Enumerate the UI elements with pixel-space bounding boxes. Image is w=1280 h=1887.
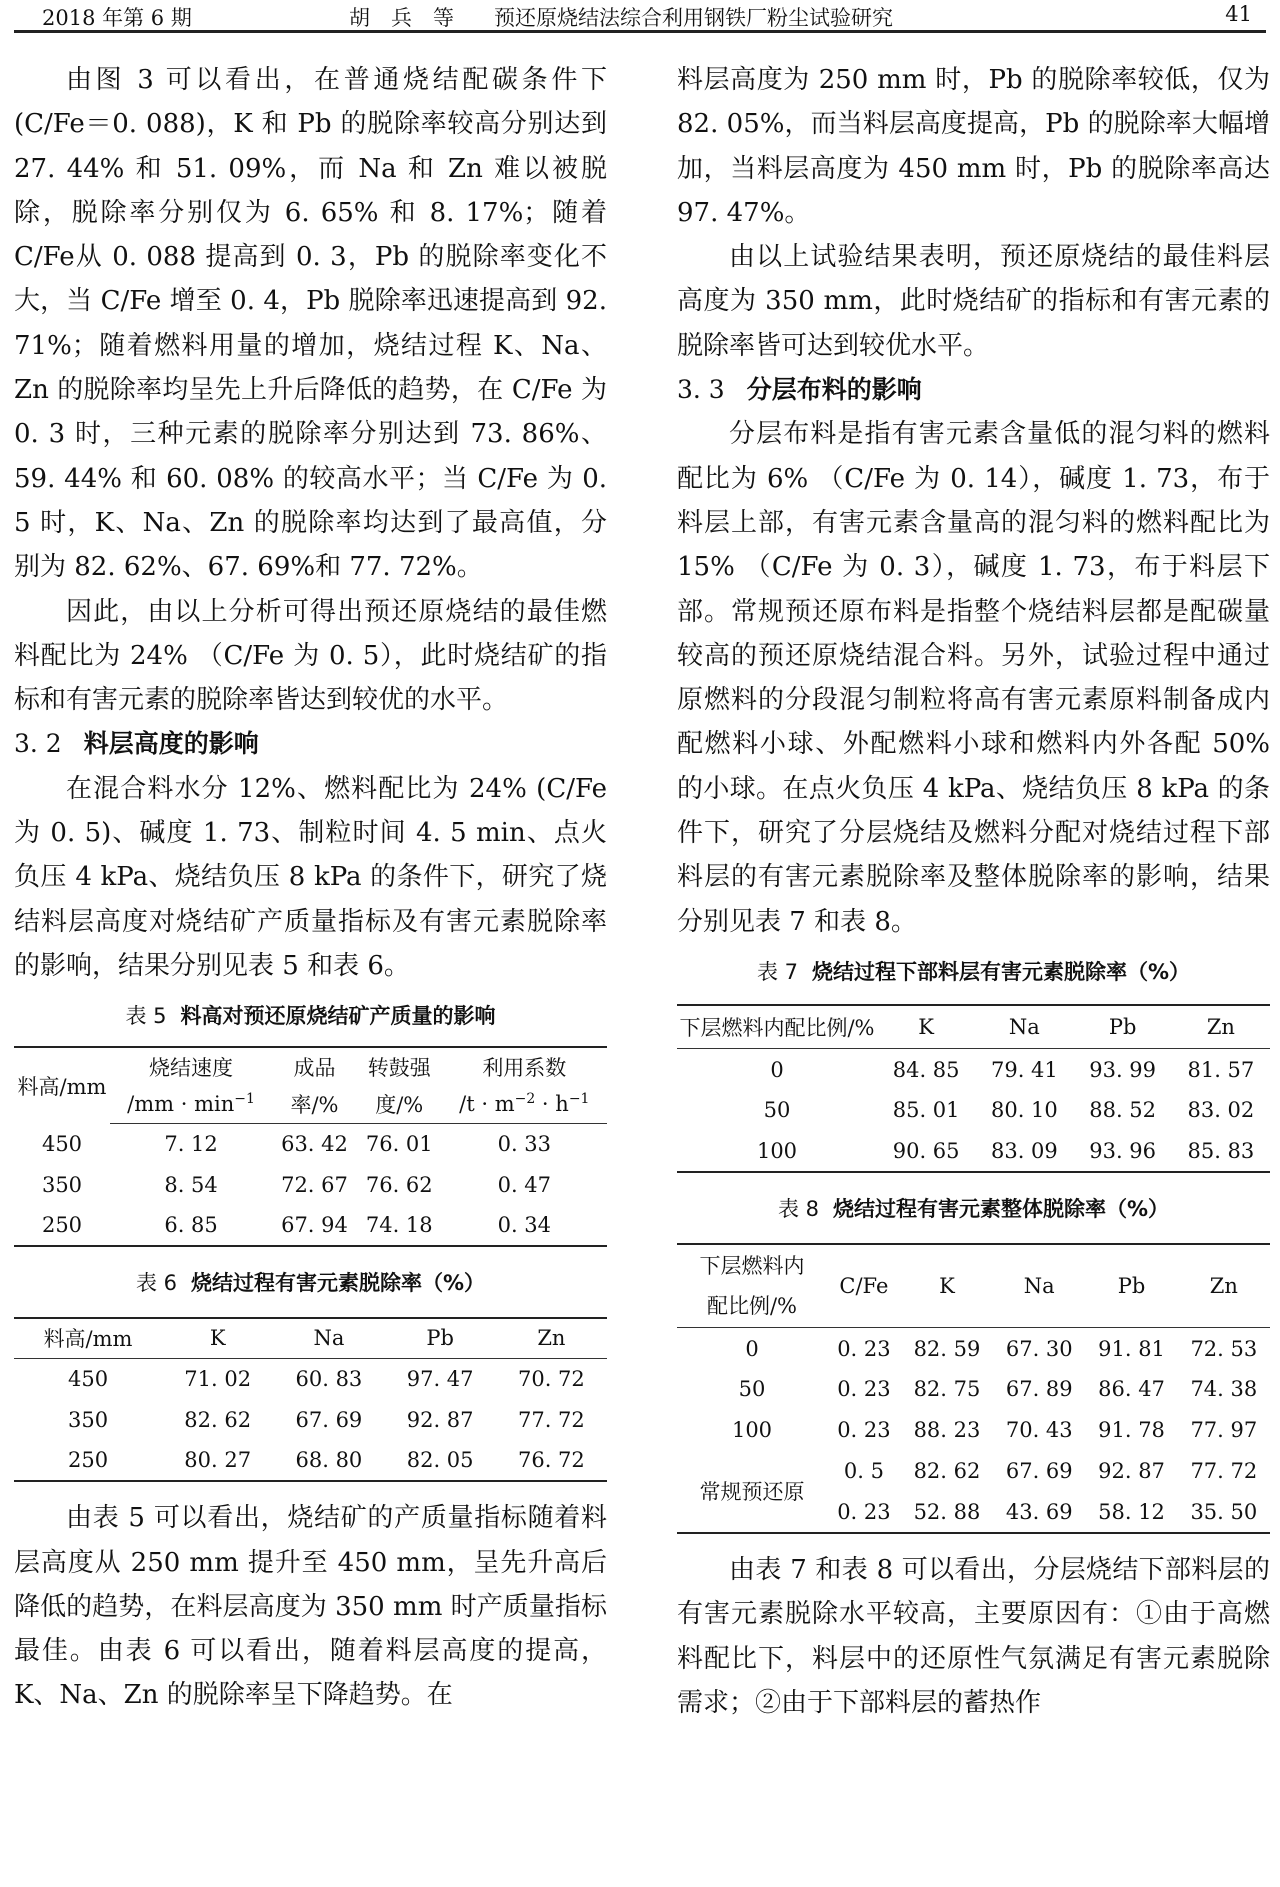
- table-cell: 7. 12: [164, 1131, 218, 1156]
- table-cell: 常规预还原: [699, 1480, 805, 1505]
- paragraph: 因此，由以上分析可得出预还原烧结的最佳燃料配比为 24% （C/Fe 为 0. 5），此时烧结矿的指标和有害元素的脱除率皆达到较优的水平。: [14, 596, 607, 716]
- table-cell: 0. 23: [837, 1336, 891, 1361]
- paragraph: 由图 3 可以看出，在普通烧结配碳条件下(C/Fe＝0. 088)，K 和 Pb 的脱除率较高分别达到 27. 44% 和 51. 09%，而 Na 和 Zn 难以被脱除，脱除率分别仅为 6. 65% 和 8. 17%；随着 C/Fe从 0. 088 提高到 0. 3，Pb 的脱除率变化不大，当 C/Fe 增至 0. 4，Pb 脱除率迅速提高到 92. 71%；随着燃料用量的增加，烧结过程 K、Na、Zn 的脱除率均呈先上升后降低的趋势，在 C/Fe 为 0. 3 时，三种元素的脱除率分别达到 73. 86%、59. 44% 和 60. 08% 的较高水平；当 C/Fe 为 0. 5 时，K、Na、Zn 的脱除率均达到了最高值，分别为 82. 62%、67. 69%和 77. 72%。: [14, 65, 607, 583]
- table-cell: 80. 27: [184, 1448, 252, 1473]
- column-header: 利用系数: [482, 1055, 567, 1080]
- table-row: [14, 1399, 607, 1440]
- table-cell: 82. 75: [913, 1377, 981, 1402]
- column-header: 成品: [293, 1055, 336, 1080]
- table-row: [14, 1164, 607, 1205]
- table-cell: 0. 23: [837, 1418, 891, 1443]
- table-cell: 67. 89: [1005, 1377, 1073, 1402]
- table-row: [677, 1328, 1270, 1369]
- right-column: [677, 58, 1270, 1725]
- table-cell: 350: [67, 1407, 109, 1432]
- table-cell: 0. 47: [497, 1172, 552, 1197]
- table-number: 表 6: [135, 1271, 177, 1296]
- section-heading: [677, 368, 1270, 412]
- section-title: 分层布料的影响: [746, 375, 922, 405]
- column-header: Pb: [1074, 1005, 1172, 1049]
- section-heading: [14, 722, 607, 766]
- table-cell: 80. 10: [990, 1098, 1058, 1123]
- table-6: [14, 1317, 607, 1482]
- table-title: 料高对预还原烧结矿产质量的影响: [180, 1004, 496, 1029]
- table-cell: 70. 43: [1005, 1418, 1073, 1443]
- paragraph: 在混合料水分 12%、燃料配比为 24% (C/Fe为 0. 5)、碱度 1. 73、制粒时间 4. 5 min、点火负压 4 kPa、烧结负压 8 kPa 的条件下，研究了烧结料层高度对烧结矿产质量指标及有害元素脱除率的影响，结果分别见表 5 和表 6。: [14, 773, 607, 981]
- table-number: 表 7: [756, 959, 798, 984]
- table-row: [677, 1369, 1270, 1410]
- table-cell: 74. 18: [365, 1213, 433, 1238]
- table-cell: 63. 42: [281, 1131, 348, 1156]
- table-caption: [14, 996, 607, 1036]
- table-cell: 0. 34: [497, 1213, 552, 1238]
- table-title: 烧结过程有害元素整体脱除率（%）: [833, 1196, 1170, 1221]
- paragraph: 分层布料是指有害元素含量低的混匀料的燃料配比为 6% （C/Fe 为 0. 14），碱度 1. 73，布于料层上部，有害元素含量高的混匀料的燃料配比为 15% （C/Fe 为 0. 3），碱度 1. 73，布于料层下部。常规预还原布料是指整个烧结料层都是配碳量较高的预还原烧结混合料。另外，试验过程中通过原燃料的分段混匀制粒将高有害元素原料制备成内配燃料小球、外配燃料小球和燃料内外各配 50% 的小球。在点火负压 4 kPa、烧结负压 8 kPa 的条件下，研究了分层烧结及燃料分配对烧结过程下部料层的有害元素脱除率及整体脱除率的影响，结果分别见表 7 和表 8。: [677, 419, 1270, 937]
- table-cell: 90. 65: [892, 1138, 960, 1163]
- table-cell: 88. 23: [913, 1418, 981, 1443]
- header-authors: 胡 兵 等: [349, 6, 454, 30]
- column-header: Zn: [1178, 1244, 1270, 1328]
- section-title: 料层高度的影响: [83, 729, 259, 759]
- table-cell: 0. 5: [843, 1459, 884, 1484]
- paragraph: 料层高度为 250 mm 时，Pb 的脱除率较低，仅为 82. 05%，而当料层高度提高，Pb 的脱除率大幅增加，当料层高度为 450 mm 时，Pb 的脱除率高达 97. 47%。: [677, 65, 1270, 228]
- table-cell: 86. 47: [1098, 1377, 1165, 1402]
- table-cell: 76. 01: [365, 1131, 433, 1156]
- table-caption: [677, 952, 1270, 992]
- column-header: Zn: [496, 1318, 607, 1358]
- table-cell: 93. 96: [1089, 1138, 1157, 1163]
- column-header: Pb: [385, 1318, 496, 1358]
- table-cell: 70. 72: [517, 1366, 585, 1391]
- column-header-unit: 率/%: [272, 1085, 357, 1123]
- table-cell: 58. 12: [1098, 1499, 1165, 1524]
- table-cell: 82. 05: [406, 1448, 474, 1473]
- table-cell: 76. 62: [365, 1172, 433, 1197]
- table-cell: 450: [67, 1366, 109, 1391]
- table-cell: 35. 50: [1190, 1499, 1258, 1524]
- table-cell: 81. 57: [1187, 1057, 1255, 1082]
- column-header-unit: 度/%: [357, 1085, 442, 1123]
- table-cell: 8. 54: [164, 1172, 218, 1197]
- table-cell: 82. 62: [913, 1459, 981, 1484]
- table-cell: 85. 83: [1187, 1138, 1255, 1163]
- table-cell: 0: [745, 1336, 759, 1361]
- column-header: 料高/mm: [14, 1318, 162, 1358]
- column-header: 转鼓强: [367, 1055, 431, 1080]
- table-cell: 83. 09: [990, 1138, 1058, 1163]
- table-cell: 74. 38: [1190, 1377, 1258, 1402]
- table-5: [14, 1046, 607, 1247]
- table-row: [677, 1131, 1270, 1172]
- paragraph: 由以上试验结果表明，预还原烧结的最佳料层高度为 350 mm，此时烧结矿的指标和有害元素的脱除率皆可达到较优水平。: [677, 242, 1270, 361]
- section-number: 3. 2: [14, 729, 62, 759]
- table-row: [14, 1440, 607, 1481]
- table-cell: 88. 52: [1089, 1098, 1157, 1123]
- column-header: C/Fe: [827, 1244, 901, 1328]
- table-8: [677, 1243, 1270, 1534]
- table-cell: 6. 85: [164, 1213, 218, 1238]
- table-cell: 350: [41, 1172, 83, 1197]
- table-caption: [14, 1263, 607, 1303]
- table-cell: 77. 97: [1190, 1418, 1258, 1443]
- table-cell: 0. 23: [837, 1499, 891, 1524]
- paragraph: 由表 7 和表 8 可以看出，分层烧结下部料层的有害元素脱除水平较高，主要原因有：①由于高燃料配比下，料层中的还原性气氛满足有害元素脱除需求；②由于下部料层的蓄热作: [677, 1554, 1270, 1718]
- column-header: Na: [993, 1244, 1085, 1328]
- table-cell: 43. 69: [1005, 1499, 1073, 1524]
- column-header: 下层燃料内配比例/%: [677, 1005, 877, 1049]
- table-cell: 0. 23: [837, 1377, 891, 1402]
- column-header: 料高/mm: [17, 1074, 107, 1099]
- column-header: Na: [273, 1318, 384, 1358]
- column-header: K: [901, 1244, 993, 1328]
- column-header: 烧结速度: [149, 1055, 234, 1080]
- table-cell: 77. 72: [517, 1407, 585, 1432]
- table-cell: 100: [756, 1138, 798, 1163]
- table-cell: 77. 72: [1190, 1459, 1258, 1484]
- header-title: 预还原烧结法综合利用钢铁厂粉尘试验研究: [494, 6, 893, 30]
- table-cell: 82. 59: [913, 1336, 981, 1361]
- table-title: 烧结过程有害元素脱除率（%）: [191, 1271, 486, 1296]
- table-cell: 0. 33: [497, 1131, 552, 1156]
- table-row: [677, 1049, 1270, 1090]
- paragraph: 由表 5 可以看出，烧结矿的产质量指标随着料层高度从 250 mm 提升至 450 mm，呈先升高后降低的趋势，在料层高度为 350 mm 时产质量指标最佳。由表 6 可以看出，随着料层高度的提高，K、Na、Zn 的脱除率呈下降趋势。在: [14, 1503, 607, 1711]
- table-cell: 72. 67: [281, 1172, 348, 1197]
- table-number: 表 8: [777, 1196, 819, 1221]
- table-cell: 85. 01: [892, 1098, 960, 1123]
- column-header-unit: $/t \cdot m^{-2} \cdot h^{-1}$: [442, 1085, 607, 1123]
- table-cell: 97. 47: [406, 1366, 474, 1391]
- table-cell: 52. 88: [913, 1499, 981, 1524]
- table-cell: 71. 02: [184, 1366, 252, 1391]
- table-cell: 84. 85: [892, 1057, 960, 1082]
- table-cell: 50: [763, 1098, 791, 1123]
- journal-issue: 2018 年第 6 期: [42, 6, 192, 30]
- table-title: 烧结过程下部料层有害元素脱除率（%）: [812, 959, 1191, 984]
- table-cell: 60. 83: [295, 1366, 363, 1391]
- table-cell: 0: [770, 1057, 784, 1082]
- table-cell: 76. 72: [517, 1448, 585, 1473]
- column-header-unit: $/mm \cdot \min^{-1}$: [110, 1085, 272, 1123]
- table-cell: 72. 53: [1190, 1336, 1258, 1361]
- column-header: Pb: [1085, 1244, 1177, 1328]
- table-cell: 82. 62: [184, 1407, 252, 1432]
- running-header: [14, 0, 1266, 33]
- table-cell: 67. 69: [295, 1407, 363, 1432]
- table-cell: 67. 69: [1005, 1459, 1073, 1484]
- section-number: 3. 3: [677, 375, 725, 405]
- table-cell: 92. 87: [406, 1407, 474, 1432]
- column-header: K: [162, 1318, 273, 1358]
- page-number: 41: [1225, 2, 1252, 26]
- column-header: K: [877, 1005, 975, 1049]
- table-cell: 67. 30: [1005, 1336, 1073, 1361]
- table-cell: 68. 80: [295, 1448, 363, 1473]
- column-header: Na: [975, 1005, 1073, 1049]
- table-cell: 92. 87: [1098, 1459, 1165, 1484]
- table-cell: 250: [41, 1213, 83, 1238]
- left-column: [14, 58, 607, 1718]
- column-header: 下层燃料内 配比例/%: [677, 1244, 827, 1328]
- table-cell: 91. 78: [1098, 1418, 1165, 1443]
- table-cell: 83. 02: [1187, 1098, 1255, 1123]
- table-cell: 79. 41: [990, 1057, 1058, 1082]
- table-cell: 91. 81: [1098, 1336, 1165, 1361]
- table-7: [677, 1004, 1270, 1173]
- table-cell: 50: [738, 1377, 766, 1402]
- table-caption: [677, 1189, 1270, 1229]
- table-row: [14, 1205, 607, 1246]
- table-cell: 450: [41, 1131, 83, 1156]
- table-row: [677, 1090, 1270, 1131]
- table-cell: 93. 99: [1089, 1057, 1157, 1082]
- table-row: [14, 1358, 607, 1399]
- table-row: [677, 1451, 1270, 1492]
- table-number: 表 5: [125, 1004, 167, 1029]
- table-row: [14, 1123, 607, 1164]
- column-header: Zn: [1172, 1005, 1270, 1049]
- table-cell: 100: [731, 1418, 773, 1443]
- table-row: [677, 1410, 1270, 1451]
- table-cell: 250: [67, 1448, 109, 1473]
- table-cell: 67. 94: [281, 1213, 348, 1238]
